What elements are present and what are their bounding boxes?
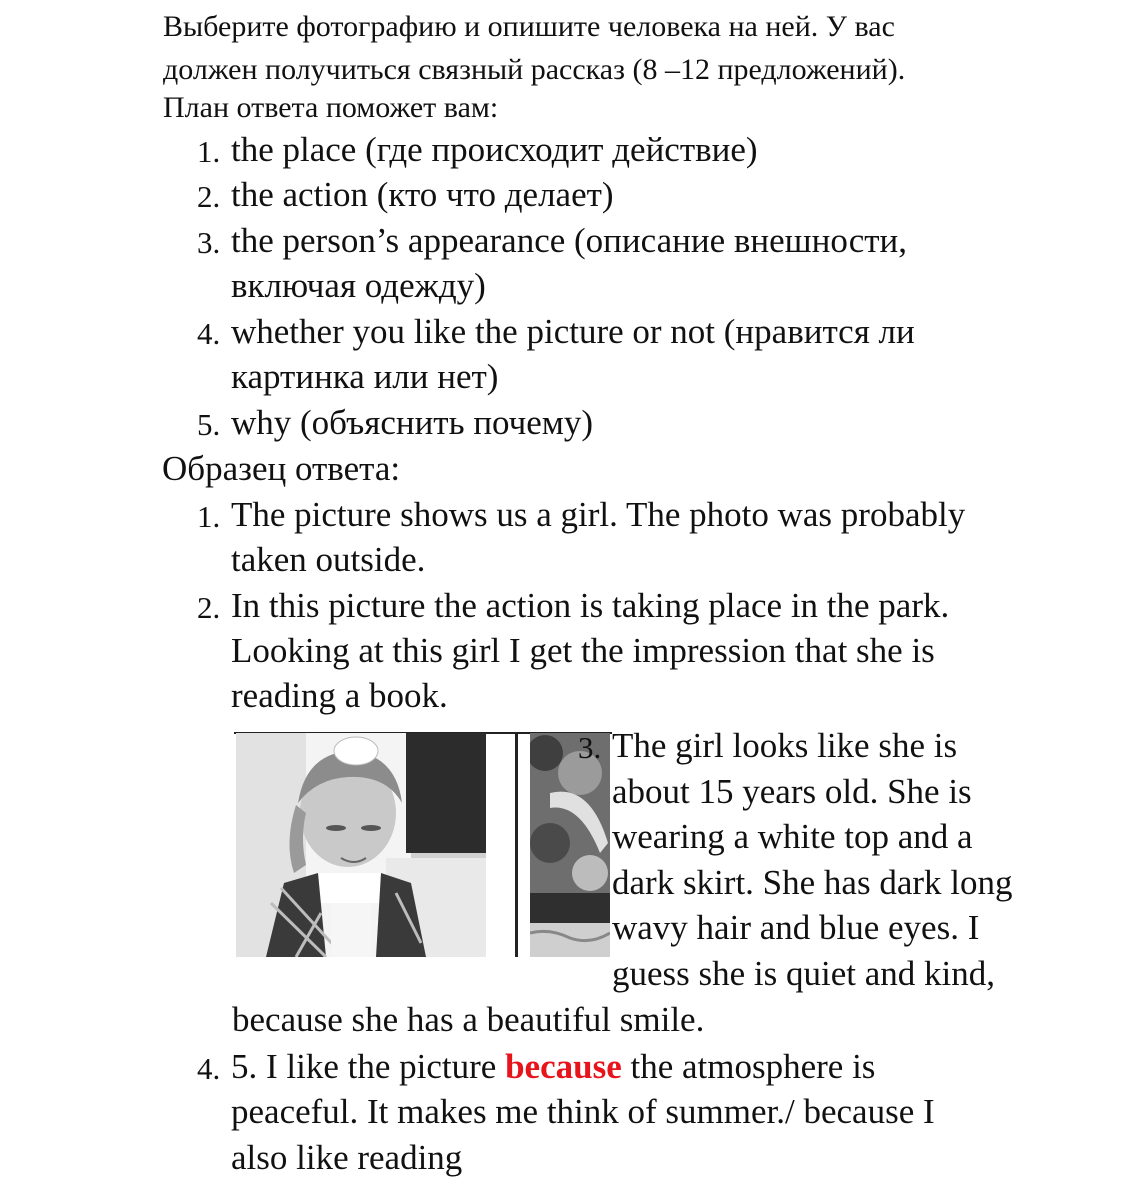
plan-item-2: the action (кто что делает) [231,175,614,214]
answer-3-line-3: wearing a white top and a [612,817,973,856]
answer-4-line-1 [231,1049,875,1084]
answer-3-line-6: guess she is quiet and kind, [612,954,996,993]
instruction-line-1: Выберите фотографию и опишите человека на ней. У вас [163,10,895,43]
instruction-line-2: должен получиться связный рассказ (8 –12 предложений). [163,53,906,86]
answer-2-line-3: reading a book. [231,676,448,715]
plan-number-3: 3. [197,225,221,260]
answer-2-line-1: In this picture the action is taking place in the park. [231,586,950,625]
answer-3-last-line: because she has a beautiful smile. [232,1000,705,1039]
answer-3-line-4: dark skirt. She has dark long [612,863,1013,902]
plan-number-4: 4. [197,316,221,351]
answer-3-line-2: about 15 years old. She is [612,772,972,811]
plan-number-2: 2. [197,179,221,214]
sample-heading: Образец ответа: [162,449,401,488]
answer-number-2: 2. [197,590,221,625]
plan-number-5: 5. [197,407,221,442]
plan-item-3-line-2: включая одежду) [231,266,486,305]
girl-photo [236,733,486,957]
answer-number-1: 1. [197,499,221,534]
answer-3-line-1: The girl looks like she is [612,726,958,765]
instruction-line-3: План ответа поможет вам: [163,91,499,124]
answer-3-line-5: wavy hair and blue eyes. I [612,908,980,947]
plan-item-4-line-2: картинка или нет) [231,357,499,396]
answer-4-prefix: 5. I like the picture [231,1047,506,1086]
plan-item-4-line-1: whether you like the picture or not (нравится ли [231,312,915,351]
photo-divider [515,733,518,957]
answer-4-line-3: also like reading [231,1138,463,1177]
plan-item-3-line-1: the person’s appearance (описание внешности, [231,221,908,260]
answer-1-line-2: taken outside. [231,540,426,579]
answer-4-suffix: the atmosphere is [621,1047,876,1086]
plan-number-1: 1. [197,134,221,169]
answer-1-line-1: The picture shows us a girl. The photo was probably [231,495,966,534]
plan-item-5: why (объяснить почему) [231,403,594,442]
highlighted-word: because [505,1047,622,1086]
answer-number-3: 3. [578,730,602,765]
answer-4-line-2: peaceful. It makes me think of summer./ because I [231,1092,935,1131]
answer-number-4: 4. [197,1051,221,1086]
answer-2-line-2: Looking at this girl I get the impression that she is [231,631,935,670]
plan-item-1: the place (где происходит действие) [231,130,758,169]
park-photo [530,730,610,957]
